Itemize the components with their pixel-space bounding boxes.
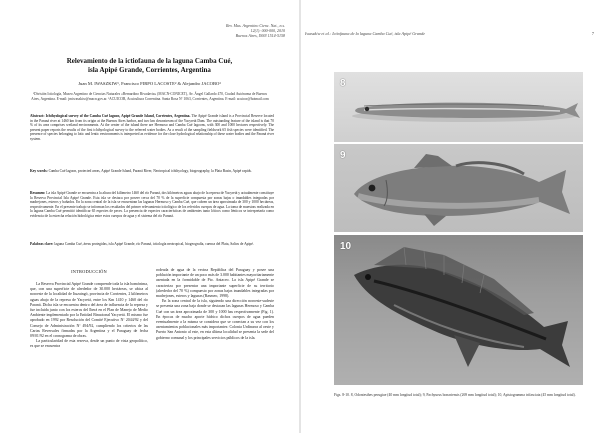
fish-photo-10 xyxy=(334,235,583,385)
journal-line-2: 12(1): 000-000, 2010 xyxy=(250,28,285,33)
figure-caption: Figs. 8-10. 8, Odontesthes perugiae (40 mm longitud total); 9, Pachyurus bonariensis (269 mm longitud total); 10, Apistogramma trifasciata (45 mm longitud total). xyxy=(334,393,576,397)
affiliations: ¹División Ictiología, Museo Argentino de Ciencias Naturales «Bernardino Rivadavia» (MACN-CONICET), Av. Ángel Gallardo 470, Ciudad Autónoma de Buenos Aires, Argentina. E-mail: jmiwaszkiw@macn.gov.ar. ²ACUICOR, Acuicultura Correntina. Santa Rosa Nº 1063, Corrientes, Argentina. E-mail: acuicor@hotmail.com xyxy=(31,92,269,101)
palabras-heading: Palabras clave: xyxy=(30,242,54,246)
abstract xyxy=(30,114,274,142)
text-column-1 xyxy=(30,282,148,350)
text-column-2 xyxy=(156,268,274,341)
palabras-text: laguna Camba Cué, áreas protegidas, isla Apipé Grande, río Paraná, ictiología neotropical, biogeografía, cuenca del Plata, Saltos de Apipé. xyxy=(53,242,254,246)
keywords xyxy=(30,169,274,174)
journal-line-3: Buenos Aires, ISSN 1514-5158 xyxy=(235,33,285,38)
keywords-text: Camba Cué lagoon, protected areas, Apipé Grande Island, Paraná River, Neotropical ichthyology, biogeography, la Plata Basin, Apipé rapids. xyxy=(47,169,252,173)
fish-photo-9 xyxy=(334,144,583,232)
journal-line-1: Rev. Mus. Argentino Cienc. Nat., n.s. xyxy=(225,23,285,28)
journal-header xyxy=(226,23,285,38)
right-page xyxy=(301,0,600,433)
resumen-text: La isla Apipé Grande se encuentra a la altura del kilómetro 1460 del río Paraná, dos kilómetros aguas abajo de la represa de Yacyretá y actualmente constituye la Reserva Provincial Isla Apipé Grande. Esta isla se destaca por poseer cerca del 70 % de la superficie compuesta por zonas bajas o inundables integradas por madrejones, esteros y bañados. En la zona central de la isla se encuentran las lagunas Hermoso y Camba Cué, que cubren un área aproximada de 300 y 1000 hectáreas, respectivamente. En el presente trabajo se informan los resultados del primer relevamiento ictiológico de los referidos cuerpos de agua. La toma de muestras realizada en la laguna Camba Cué permitió identificar 65 especies de peces. La presencia de especies características de ambientes tanto lóticos como lénticos se interpretaría como evidencia de la estrecha relación hidrológica entre estos cuerpos de agua y el sistema del río Paraná. xyxy=(30,191,274,218)
authors: Juan M. IWASZKIW¹, Francisco FIRPO LACOSTE² & Alejandro JACOBO³ xyxy=(78,81,221,86)
page-number: 7 xyxy=(591,31,594,36)
keywords-heading: Key words: xyxy=(30,169,48,173)
abstract-heading: Abstract: Ichthyological survey of the Camba Cué lagoon, Apipé Grande Island, Corrientes, Argentina. xyxy=(30,114,191,118)
article-title xyxy=(0,57,299,75)
paragraph: La particularidad de esta reserva, desde un punto de vista geopolítico, es que se encuentra xyxy=(30,339,148,349)
paragraph: rodeada de agua de la vecina República del Paraguay y posee una población importante de un poco más de 3.000 habitantes mayoritariamente asentada en la formidable de Pto. Antaceo. La isla Apipé Grande se caracteriza por presentar una importante superficie de su territorio (alrededor del 70 %) compuesto por zonas bajas inundables integradas por madrejones, esteros y lagunas (Rasmeo, 1998). xyxy=(156,268,274,299)
photo-number: 10 xyxy=(340,241,352,252)
fish-photo-8 xyxy=(334,72,583,142)
photo-number: 9 xyxy=(340,150,346,161)
paragraph: En la zona central de la isla, siguiendo una dirección noroeste-sudeste se presenta una zona baja donde se destacan las lagunas Hermoso y Camba Cué con un área aproximada de 300 y 1000 has respectivamente (Fig. 1). En épocas de mucho aporte hídrico dichos cuerpos de agua pueden eventualmente a la misma se considera que se conectan a su vez con los asentamientos poblacionales más importantes: Colonia Urdinarra al oeste y Puerto San Antonio al este, en esta última localidad se presenta la sede del gobierno comunal y los principales servicios públicos de la isla. xyxy=(156,299,274,340)
fish-silhouette xyxy=(334,235,583,385)
left-page xyxy=(0,0,299,433)
fish-silhouette xyxy=(334,144,583,232)
resumen-heading: Resumen: xyxy=(30,191,46,195)
abstract-text: The Apipé Grande island is a Provincial Reserve located in the Paraná river at 1460 km from its origin at the Buenos Aires harbor, and two km downstream of the Yacyretá Dam. The outstanding feature of the island is that 70 % of its area comprises wetland environments. At the center of the island there are Hermoso and Camba Cué lagoons, with 300 and 1000 hectares respectively. The present paper reports the results of the first ichthyological survey to the referred water bodies. As a result of the sampling fieldwork 65 fish species were identified. The presence of species belonging to lotic and lentic environments is interpreted as evidence for the close hydrological relationship of these water bodies and the Paraná river system. xyxy=(30,114,274,141)
title-line-2: isla Apipé Grande, Corrientes, Argentina xyxy=(88,66,211,74)
palabras-clave xyxy=(30,242,274,247)
introduction-heading: INTRODUCCIÓN xyxy=(71,269,107,274)
paragraph: La Reserva Provincial Apipé Grande comprende toda la isla homónima, que, con una superficie de alrededor de 30.000 hectáreas, se ubica al noroeste de la localidad de Ituzaingó, provincia de Corrientes, 2 kilómetros aguas abajo de la represa de Yacyretá, entre los Km 1410 y 1460 del río Paraná. Dicha isla se encuentra dentro del área de influencia de la represa y fue incluida junto con los esteros del Iberá en el Plan de Manejo de Medio Ambiente implementado por la Entidad Binacional Yacyretá. El mismo fue aprobado en 1992 por Resolución del Comité Ejecutivo Nº 2044/92 y del Consejo de Administración Nº 494/92, cumpliendo los criterios de las Cartas Reversales firmadas por la Argentina y el Paraguay de fecha 09/01/92 en el cronograma de obras. xyxy=(30,282,148,339)
title-line-1: Relevamiento de la ictiofauna de la laguna Camba Cué, xyxy=(66,57,233,65)
fish-silhouette xyxy=(334,72,583,142)
photo-number: 8 xyxy=(340,78,346,89)
running-head: Iwaszkiw et al.: Ictiofauna de la laguna Camba Cué, isla Apipé Grande xyxy=(305,31,426,36)
resumen xyxy=(30,191,274,219)
